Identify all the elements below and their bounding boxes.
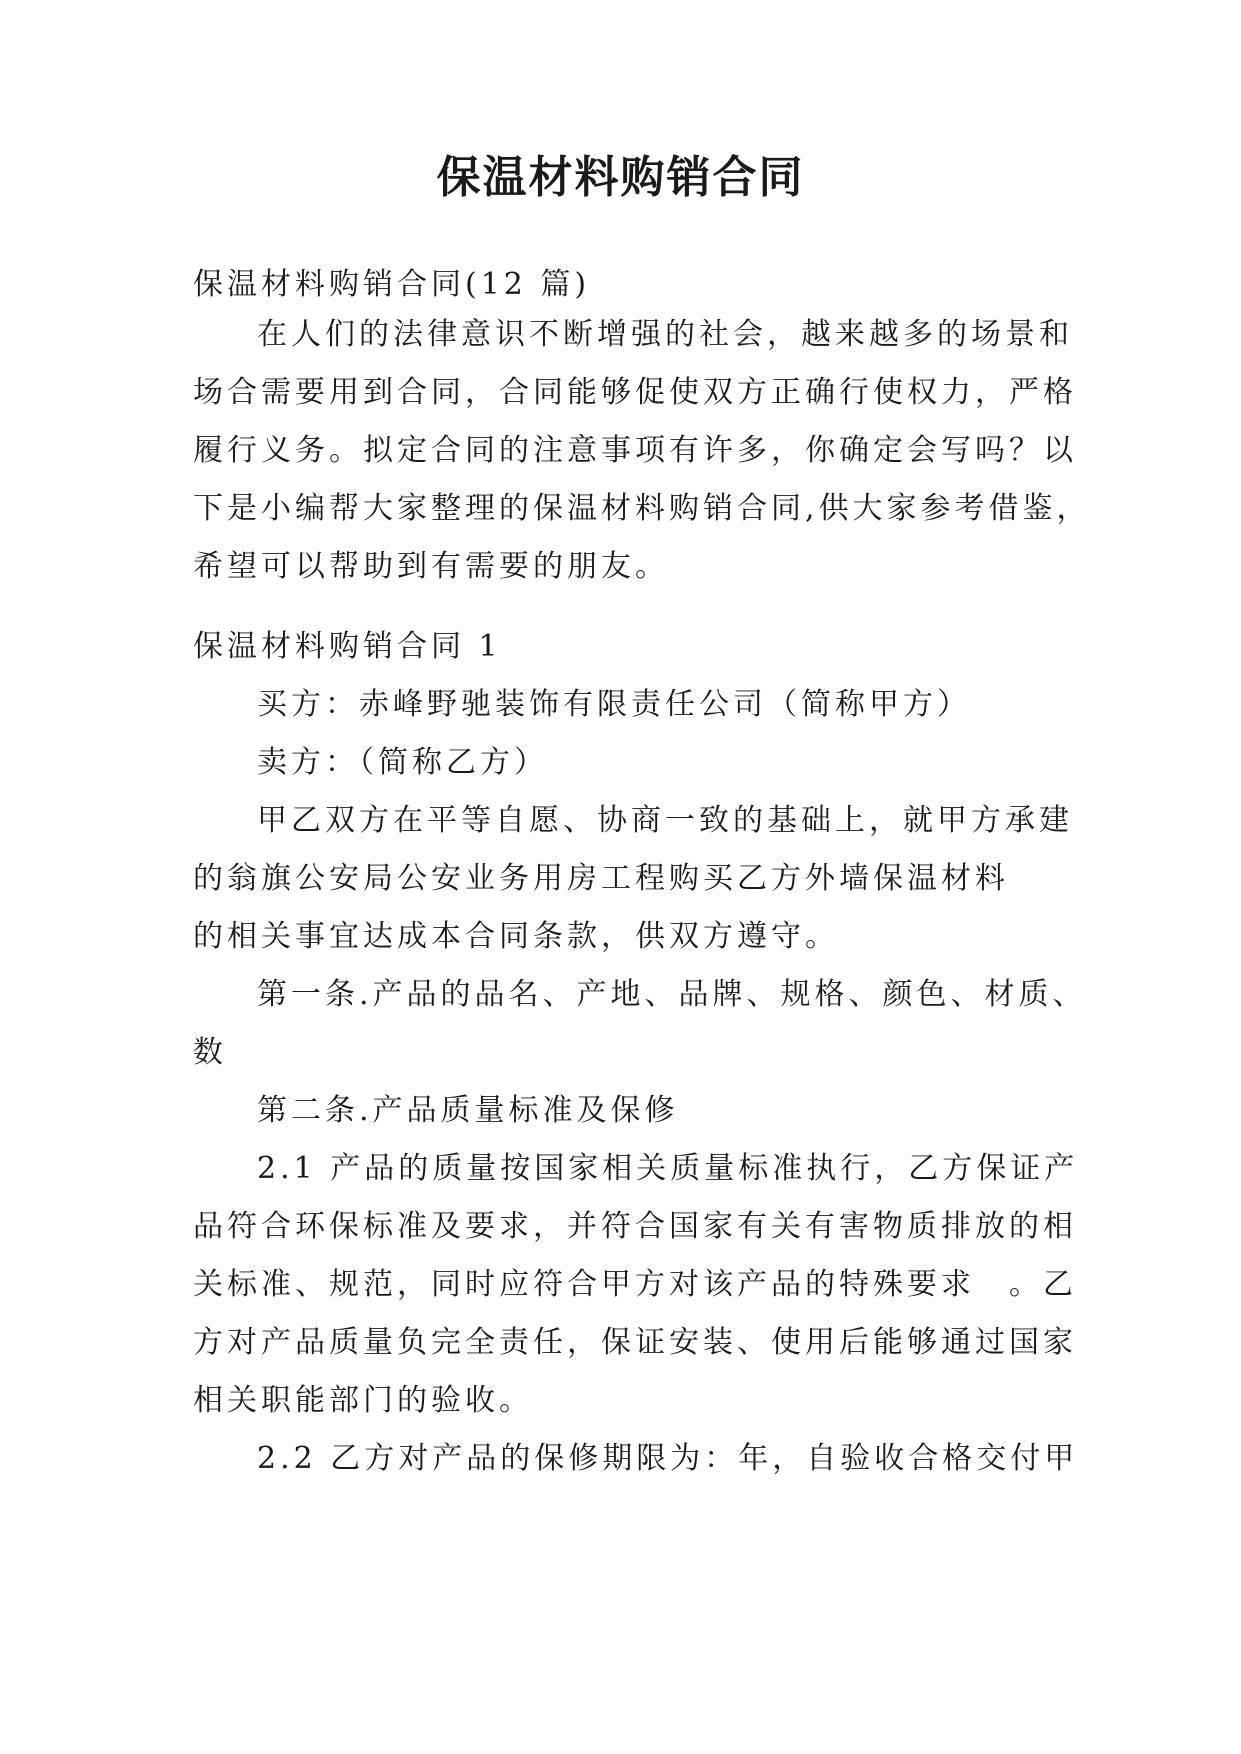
intro-line: 在人们的法律意识不断增强的社会，越来越多的场景和 [257,317,1073,352]
document-subtitle: 保温材料购销合同(12 篇) [193,267,591,302]
clause-2-1-line: 关标准、规范，同时应符合甲方对该产品的特殊要求 。乙 [193,1267,1077,1302]
intro-line: 希望可以帮助到有需要的朋友。 [193,549,669,584]
clause-2-2-line: 2.2 乙方对产品的保修期限为：年，自验收合格交付甲 [257,1441,1079,1476]
article1-line: 第一条.产品的品名、产地、品牌、规格、颜色、材质、 [257,977,1087,1012]
contract-body [193,676,1087,1488]
seller-line: 卖方：（简称乙方） [257,745,548,780]
preamble-line: 的相关事宜达成本合同条款，供双方遵守。 [193,919,839,954]
article2-heading: 第二条.产品质量标准及保修 [257,1093,679,1128]
clause-2-1-line: 2.1 产品的质量按国家相关质量标准执行，乙方保证产 [257,1151,1079,1186]
intro-line: 下是小编帮大家整理的保温材料购销合同,供大家参考借鉴， [193,491,1091,526]
intro-line: 场合需要用到合同，合同能够促使双方正确行使权力，严格 [193,375,1077,410]
section-heading: 保温材料购销合同 1 [193,629,502,664]
preamble-line: 的翁旗公安局公安业务用房工程购买乙方外墙保温材料 [193,861,1009,896]
clause-2-1-line: 相关职能部门的验收。 [193,1383,533,1418]
document-title: 保温材料购销合同 [436,152,805,203]
clause-2-1-line: 方对产品质量负完全责任，保证安装、使用后能够通过国家 [193,1325,1077,1360]
intro-line: 履行义务。拟定合同的注意事项有许多，你确定会写吗？以 [193,433,1077,468]
preamble-line: 甲乙双方在平等自愿、协商一致的基础上，就甲方承建 [257,803,1073,838]
intro-paragraph [193,306,1091,596]
section-heading-block [193,618,1053,676]
clause-2-1-line: 品符合环保标准及要求，并符合国家有关有害物质排放的相 [193,1209,1077,1244]
article1-line: 数 [193,1035,227,1070]
buyer-line: 买方：赤峰野驰装饰有限责任公司（简称甲方） [257,687,971,722]
